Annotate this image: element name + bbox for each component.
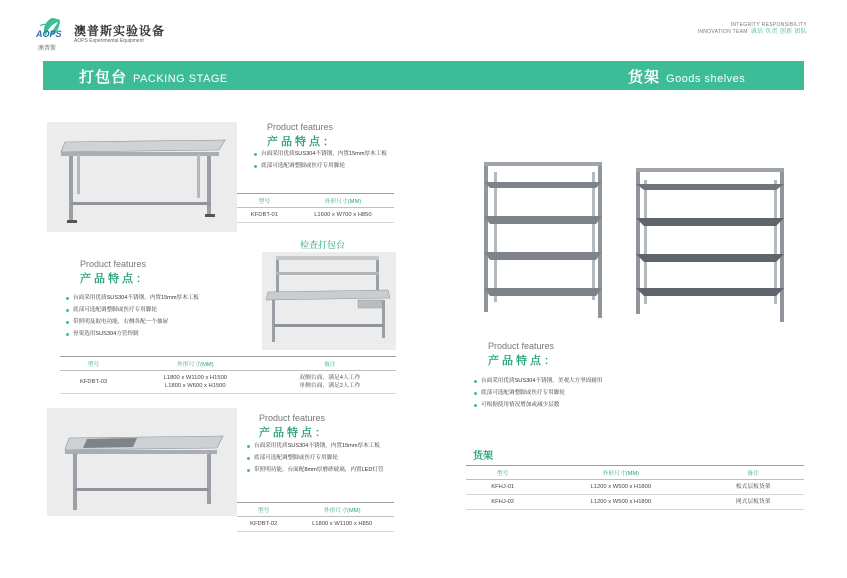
- product1-feature-en: Product features: [267, 122, 334, 132]
- table-header: 备注: [702, 466, 804, 480]
- table-cell: L1800 x W1100 x H850: [290, 517, 394, 532]
- table-header: 型号: [60, 357, 127, 371]
- note-line: 单侧台面，满足2人工作: [299, 383, 361, 389]
- company-logo: [34, 14, 164, 52]
- dressing-sorting-table-image: [47, 408, 237, 516]
- table-cell: KFDBT-03: [60, 371, 127, 394]
- title-banner: [43, 61, 804, 90]
- mesh-shelf-image: [630, 164, 796, 326]
- inspection-packing-table-image: [262, 252, 396, 350]
- table-header: 型号: [466, 466, 539, 480]
- slogan-line-1: INTEGRITY RESPONSIBILITY: [730, 22, 807, 28]
- banner-right-title: [628, 66, 745, 87]
- company-subtitle: AOPS Experimental Equipment: [74, 38, 144, 44]
- table-row: [466, 480, 804, 495]
- list-item: 骨架选用SUS304方管焊制: [66, 331, 199, 337]
- table-header: 型号: [237, 194, 292, 208]
- product2-feature-list: [247, 443, 384, 479]
- table-row: [466, 495, 804, 510]
- table-row: [237, 208, 394, 223]
- list-item: 台面采用优质SUS304不锈钢，内置15mm厚木工板: [254, 151, 387, 157]
- table-cell: L1600 x W700 x H850: [292, 208, 394, 223]
- slogan: [698, 22, 807, 36]
- product3-feature-list: [66, 295, 199, 343]
- shelves-feature-heading: [488, 341, 558, 368]
- table-cell: KFDBT-02: [237, 517, 290, 532]
- logo-text: AOPS: [36, 29, 62, 39]
- logo-caption: 澳普斯: [38, 46, 57, 52]
- product1-feature-list: [254, 151, 387, 175]
- product1-feature-heading: [267, 122, 337, 149]
- product3-spec-table: [60, 356, 396, 394]
- product2-feature-heading: [259, 413, 329, 440]
- table-cell: [127, 371, 264, 394]
- shelves-feature-list: [474, 378, 603, 414]
- product2-feature-en: Product features: [259, 413, 326, 423]
- table-cell: 网式层板货架: [702, 495, 804, 510]
- note-line: 双侧台面，满足4人工作: [299, 375, 361, 381]
- shelves-section-label: 货架: [473, 451, 493, 462]
- product1-feature-cn: 产品特点：: [267, 136, 337, 148]
- table-cell: KFHJ-02: [466, 495, 539, 510]
- list-item: 底部可选配调整脚或医疗专用脚轮: [254, 163, 387, 169]
- banner-left-title: [79, 66, 228, 87]
- table-cell: 板式层板货架: [702, 480, 804, 495]
- packing-table-image: [47, 122, 237, 232]
- company-name: 澳普斯实验设备: [74, 24, 166, 38]
- table-header: 型号: [237, 503, 290, 517]
- list-item: 底部可选配调整脚或医疗专用脚轮: [247, 455, 384, 461]
- shelves-feature-en: Product features: [488, 341, 555, 351]
- size-line: L1800 x W1100 x H1500: [163, 375, 228, 381]
- table-cell: KFDBT-01: [237, 208, 292, 223]
- list-item: 台面采用优质SUS304不锈钢，内置15mm厚木工板: [66, 295, 199, 301]
- table-cell: L1200 x W500 x H1800: [539, 495, 702, 510]
- table-row: [237, 517, 394, 532]
- table-cell: L1200 x W500 x H1800: [539, 480, 702, 495]
- banner-left-en: PACKING STAGE: [133, 73, 228, 85]
- slogan-cn: 诚信 负责 创新 团队: [750, 29, 807, 35]
- table-row: [60, 371, 396, 394]
- shelves-feature-cn: 产品特点：: [488, 355, 558, 367]
- product3-feature-en: Product features: [80, 259, 147, 269]
- product1-spec-table: [237, 193, 394, 223]
- table-header: 外形尺寸(MM): [539, 466, 702, 480]
- product3-feature-heading: [80, 259, 150, 286]
- shelves-spec-table: [466, 465, 804, 510]
- table-header: 外形尺寸(MM): [127, 357, 264, 371]
- product2-feature-cn: 产品特点：: [259, 427, 329, 439]
- size-line: L1800 x W600 x H1500: [165, 383, 226, 389]
- table-cell: [264, 371, 396, 394]
- list-item: 底部可选配调整脚或医疗专用脚轮: [474, 390, 603, 396]
- list-item: 带照明及取电功能，右侧各配一个抽屉: [66, 319, 199, 325]
- table-header: 备注: [264, 357, 396, 371]
- table-header: 外形尺寸(MM): [292, 194, 394, 208]
- list-item: 带照明功能，台面配8mm厚磨砂玻璃，内置LED灯管: [247, 467, 384, 473]
- plate-shelf-image: [476, 158, 612, 320]
- list-item: 可根据使用情况增加或减少层数: [474, 402, 603, 408]
- banner-right-cn: 货架: [628, 69, 661, 86]
- banner-left-cn: 打包台: [79, 69, 128, 86]
- banner-right-en: Goods shelves: [666, 73, 746, 85]
- product3-label: 检查打包台: [300, 240, 346, 250]
- table-header: 外形尺寸(MM): [290, 503, 394, 517]
- list-item: 台面采用优质SUS304不锈钢，美观大方坚固耐用: [474, 378, 603, 384]
- product3-feature-cn: 产品特点：: [80, 273, 150, 285]
- list-item: 底部可选配调整脚或医疗专用脚轮: [66, 307, 199, 313]
- list-item: 台面采用优质SUS304不锈钢，内置15mm厚木工板: [247, 443, 384, 449]
- slogan-line-2: INNOVATION TEAM: [697, 29, 748, 35]
- product2-spec-table: [237, 502, 394, 532]
- table-cell: KFHJ-01: [466, 480, 539, 495]
